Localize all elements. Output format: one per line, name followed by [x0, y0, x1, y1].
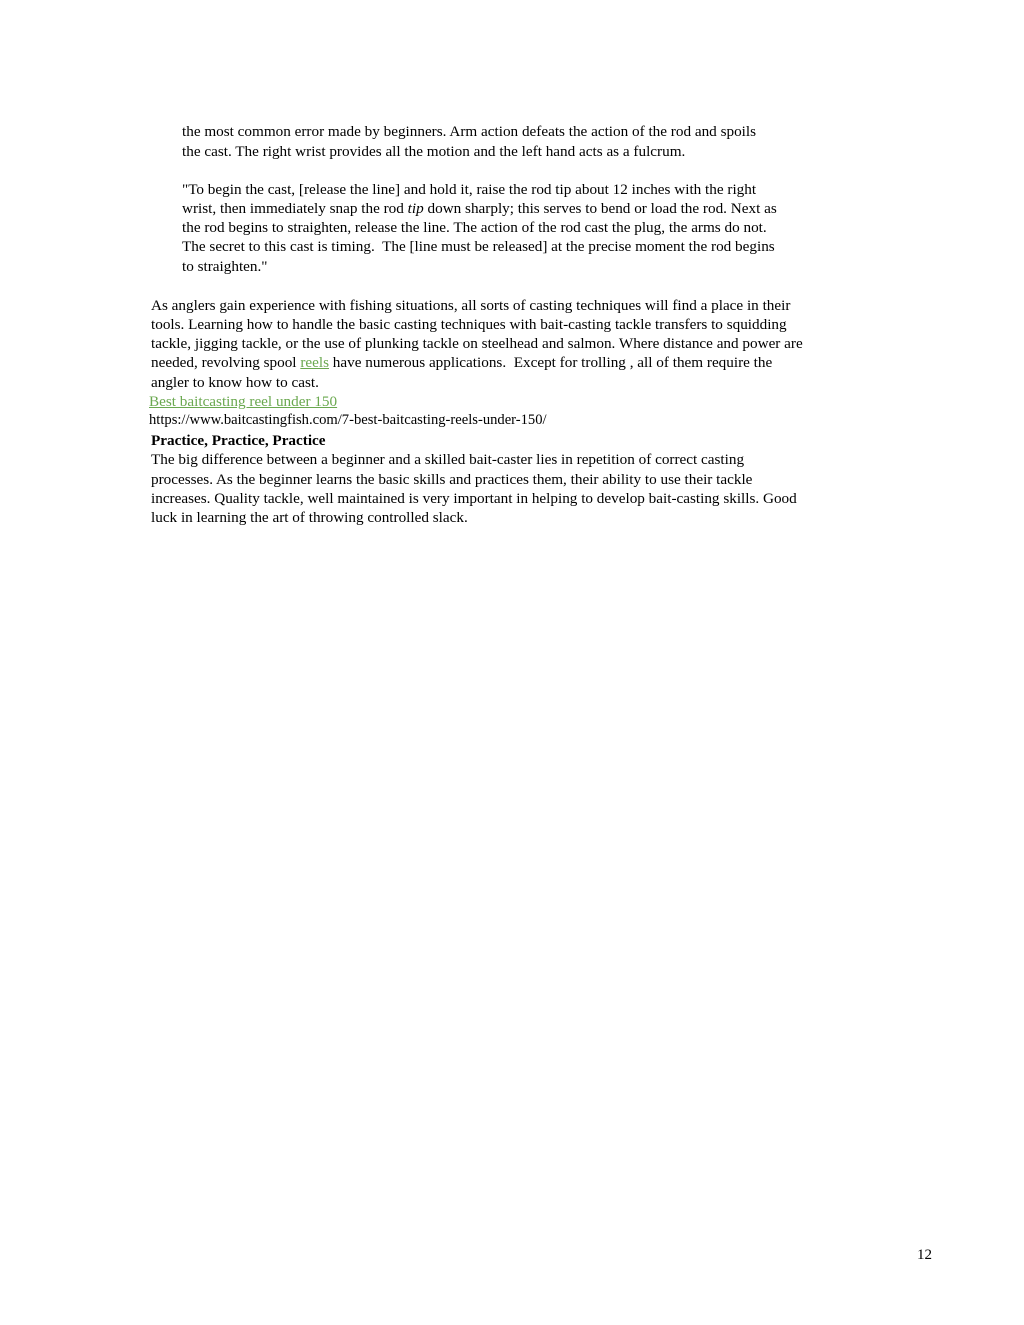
page-number: 12	[917, 1247, 932, 1263]
body-paragraph-2-line-3: increases. Quality tackle, well maintained is very important in helping to develop bait-casting skills. Good	[151, 490, 797, 507]
best-baitcasting-reel-link[interactable]: Best baitcasting reel under 150	[149, 393, 338, 410]
quote-paragraph-1-line-1: the most common error made by beginners. Arm action defeats the action of the rod and spoils	[182, 123, 757, 140]
body-paragraph-2-line-1: The big difference between a beginner and a skilled bait-caster lies in repetition of correct casting	[151, 451, 745, 468]
italic-word-tip: tip	[407, 200, 424, 217]
body-text-segment: have numerous applications. Except for trolling , all of them require the	[328, 354, 773, 371]
quote-text-segment: down sharply; this serves to bend or load the rod. Next as	[423, 200, 777, 217]
reels-link[interactable]: reels	[300, 354, 329, 371]
body-paragraph-2-line-4: luck in learning the art of throwing controlled slack.	[151, 509, 468, 526]
body-paragraph-2-line-2: processes. As the beginner learns the basic skills and practices them, their ability to use their tackle	[151, 471, 753, 488]
reference-url: https://www.baitcastingfish.com/7-best-baitcasting-reels-under-150/	[149, 412, 547, 428]
quote-paragraph-2-line-3: the rod begins to straighten, release the line. The action of the rod cast the plug, the arms do not.	[182, 219, 767, 236]
body-paragraph-1-line-1: As anglers gain experience with fishing situations, all sorts of casting techniques will find a place in their	[151, 297, 791, 314]
quote-paragraph-2-line-2	[182, 199, 777, 218]
quote-text-segment: wrist, then immediately snap the rod	[182, 200, 408, 217]
quote-paragraph-1-line-2: the cast. The right wrist provides all the motion and the left hand acts as a fulcrum.	[182, 143, 686, 160]
section-heading: Practice, Practice, Practice	[151, 432, 326, 449]
body-paragraph-1-line-4	[151, 353, 772, 372]
body-text-segment: needed, revolving spool	[151, 354, 301, 371]
quote-paragraph-2-line-1: "To begin the cast, [release the line] and hold it, raise the rod tip about 12 inches with the right	[182, 181, 757, 198]
quote-paragraph-2-line-4: The secret to this cast is timing. The [line must be released] at the precise moment the rod begins	[182, 238, 775, 255]
body-paragraph-1-line-5: angler to know how to cast.	[151, 374, 319, 391]
quote-paragraph-2-line-5: to straighten."	[182, 258, 268, 275]
body-paragraph-1-line-3: tackle, jigging tackle, or the use of plunking tackle on steelhead and salmon. Where distance and power are	[151, 335, 803, 352]
body-paragraph-1-line-2: tools. Learning how to handle the basic casting techniques with bait-casting tackle transfers to squidding	[151, 316, 787, 333]
